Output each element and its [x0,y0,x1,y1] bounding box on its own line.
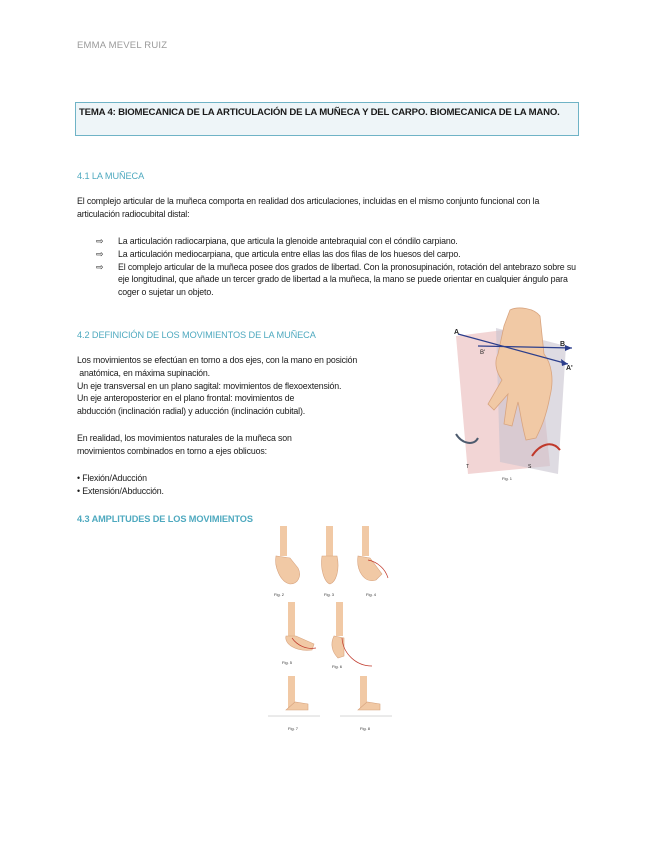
figure-7 [268,676,320,731]
page-title: TEMA 4: BIOMECANICA DE LA ARTICULACIÓN DE LA MUÑECA Y DEL CARPO. BIOMECANICA DE LA MANO. [75,102,579,136]
list-item: ⇨ El complejo articular de la muñeca posee dos grados de libertad. Con la pronosupinación, rotación del antebrazo sobre su eje longitudinal, que añade un tercer grado de libertad a la muñeca, la mano se puede orientar en cualquier ángulo para coger o sujetar un objeto. [96,261,576,298]
list-item: • Extensión/Abducción. [77,485,164,496]
list-item: • Flexión/Aducción [77,473,147,483]
arrow-icon: ⇨ [96,248,104,259]
arrow-icon: ⇨ [96,261,104,272]
svg-text:Fig. 2: Fig. 2 [274,592,285,597]
figure-4 [358,526,388,597]
figure-5 [282,602,316,665]
svg-text:Fig. 3: Fig. 3 [324,592,335,597]
section-2-paragraph-1: Los movimientos se efectúan en torno a dos ejes, con la mano en posición anatómica, en máxima supinación. Un eje transversal en un plano sagital: movimientos de flexoextensión. Un eje anteroposterior en el plano frontal: movimientos de abducción (inclinación radial) y aducción (inclinación cubital). [77,355,358,417]
label-b: B [560,341,566,348]
svg-text:Fig. 8: Fig. 8 [360,726,371,731]
list-item: ⇨ La articulación radiocarpiana, que articula la glenoide antebraquial con el cóndilo carpiano. [96,236,458,246]
section-heading-4-1: 4.1 LA MUÑECA [77,171,145,181]
label-t: T [466,464,470,470]
wrist-axes-figure [448,306,586,484]
section-1-bullet-list [96,235,576,299]
label-s: S [528,464,532,470]
label-a-prime: A' [566,365,573,372]
figure-6 [332,602,372,669]
section-heading-4-2: 4.2 DEFINICIÓN DE LOS MOVIMIENTOS DE LA MUÑECA [77,330,316,340]
svg-text:Fig. 6: Fig. 6 [332,664,343,669]
section-2-bullet-list [77,472,277,498]
figure-caption: Fig. 1 [502,476,513,481]
section-1-intro: El complejo articular de la muñeca comporta en realidad dos articulaciones, incluidas en el mismo conjunto funcional con la articulación radiocubital distal: [77,196,540,219]
list-item: ⇨ La articulación mediocarpiana, que articula entre ellas las dos filas de los huesos del carpo. [96,248,461,259]
label-a: A [454,329,460,336]
figure-8 [340,676,392,731]
label-b-prime: B' [480,350,486,356]
svg-text:Fig. 5: Fig. 5 [282,660,293,665]
figure-2 [274,526,300,597]
range-of-motion-figures [268,526,392,732]
author-header: EMMA MEVEL RUIZ [77,40,168,51]
section-heading-4-3: 4.3 AMPLITUDES DE LOS MOVIMIENTOS [77,514,253,524]
svg-text:Fig. 4: Fig. 4 [366,592,377,597]
arrow-icon: ⇨ [96,236,104,246]
arrow-icon [565,345,572,351]
section-2-paragraph-2: En realidad, los movimientos naturales de la muñeca son movimientos combinados en torno a ejes oblicuos: [77,433,292,456]
figure-3 [321,526,338,597]
svg-text:Fig. 7: Fig. 7 [288,726,299,731]
